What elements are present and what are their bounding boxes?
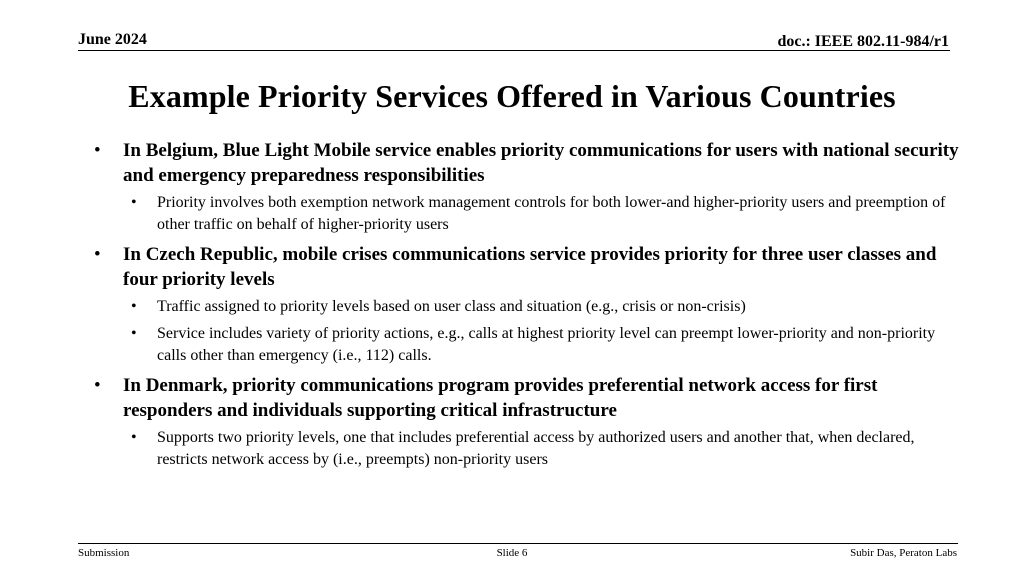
bullet-text: In Belgium, Blue Light Mobile service enables priority communications for users with national security and emergency preparedness responsibilities xyxy=(123,140,959,186)
bullet-belgium xyxy=(94,138,964,188)
sub-bullet xyxy=(128,296,964,318)
bullet-dot-icon: • xyxy=(94,244,101,265)
sub-bullet xyxy=(128,427,964,471)
sub-bullet-list xyxy=(94,296,964,367)
bullet-dot-icon: • xyxy=(94,140,101,161)
bullet-text: In Czech Republic, mobile crises communications service provides priority for three user classes and four priority levels xyxy=(123,244,937,290)
slide-content xyxy=(94,138,964,477)
sub-bullet-list xyxy=(94,427,964,471)
sub-bullet-text: Service includes variety of priority actions, e.g., calls at highest priority level can preempt lower-priority and non-priority calls other than emergency (i.e., 112) calls. xyxy=(157,325,936,364)
footer-author: Subir Das, Peraton Labs xyxy=(850,547,957,559)
slide-title: Example Priority Services Offered in Various Countries xyxy=(128,78,896,114)
sub-bullet xyxy=(128,192,964,236)
bullet-denmark xyxy=(94,373,964,423)
sub-bullet-text: Traffic assigned to priority levels based on user class and situation (e.g., crisis or non-crisis) xyxy=(157,298,746,315)
header-date: June 2024 xyxy=(78,31,147,48)
sub-bullet-text: Priority involves both exemption network management controls for both lower-and higher-priority users and preemption of other traffic on behalf of higher-priority users xyxy=(157,194,946,233)
header-rule xyxy=(78,50,950,51)
footer-slide-number: Slide 6 xyxy=(496,547,528,559)
sub-bullet-list xyxy=(94,192,964,236)
bullet-dot-icon: • xyxy=(94,375,101,396)
header-doc-id: doc.: IEEE 802.11-984/r1 xyxy=(777,33,949,50)
sub-bullet-dot-icon: • xyxy=(131,325,137,342)
sub-bullet-dot-icon: • xyxy=(131,298,137,315)
sub-bullet-dot-icon: • xyxy=(131,194,137,211)
sub-bullet xyxy=(128,323,964,367)
footer-rule xyxy=(78,543,958,544)
bullet-text: In Denmark, priority communications program provides preferential network access for first responders and individuals supporting critical infrastructure xyxy=(123,375,878,421)
sub-bullet-dot-icon: • xyxy=(131,429,137,446)
bullet-czech-republic xyxy=(94,242,964,292)
footer-submission: Submission xyxy=(78,547,130,559)
sub-bullet-text: Supports two priority levels, one that includes preferential access by authorized users and another that, when declared, restricts network access by (i.e., preempts) non-priority users xyxy=(157,429,915,468)
